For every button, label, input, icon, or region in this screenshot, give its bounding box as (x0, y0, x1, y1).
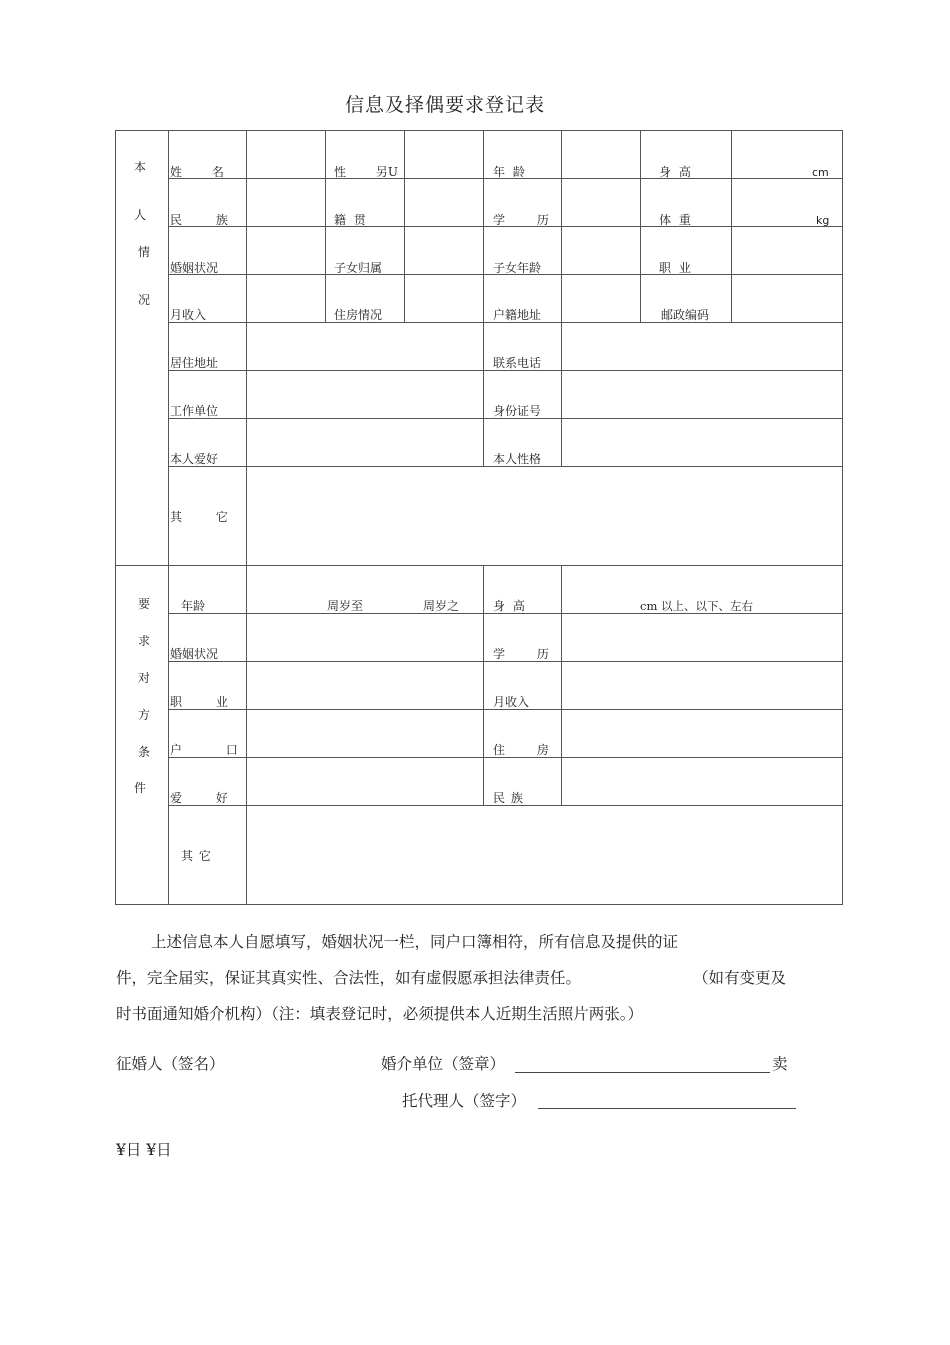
label-housing: 住房情况 (334, 308, 383, 322)
req-section-char-3: 对 (137, 671, 150, 685)
agent-signature-label: 托代理人（签字） (402, 1092, 527, 1110)
req-section-char-5: 条 (137, 745, 150, 759)
label-children: 子女归属 (334, 261, 383, 275)
req-label-marital: 婚姻状况 (170, 647, 219, 661)
req-label-hobby: 爱 好 (170, 791, 228, 805)
label-income: 月收入 (170, 308, 207, 322)
label-marital: 婚姻状况 (170, 261, 219, 275)
label-ethnicity: 民 族 (170, 213, 228, 227)
self-section-char-4: 况 (137, 293, 150, 307)
req-label-education: 学 历 (493, 647, 549, 661)
label-native-place: 籍 贯 (334, 213, 366, 227)
statement-line-3: 时书面通知婚介机构）（注：填表登记时，必须提供本人近期生活照片两张。） (116, 1005, 644, 1023)
req-section-char-4: 方 (137, 708, 150, 722)
statement-line-1: 上述信息本人自愿填写，婚姻状况一栏，同户口簿相符，所有信息及提供的证 (151, 933, 679, 951)
req-label-ethnicity: 民 族 (493, 791, 523, 805)
agency-signature-line[interactable] (515, 1072, 770, 1073)
label-age: 年 龄 (493, 165, 525, 179)
req-section-char-1: 要 (137, 597, 150, 611)
statement-line-2: 件，完全届实，保证其真实性、合法性，如有虚假愿承担法律责任。 (116, 969, 582, 987)
self-section-char-3: 情 (137, 245, 150, 259)
label-hukou-address: 户籍地址 (493, 308, 542, 322)
req-label-occupation: 职 业 (170, 695, 228, 709)
req-height-range: cm 以上、以下、左右 (640, 599, 753, 613)
label-phone: 联系电话 (493, 356, 542, 370)
self-section-char-1: 本 (133, 160, 146, 174)
label-hobby: 本人爱好 (170, 452, 219, 466)
req-label-other: 其 它 (181, 849, 211, 863)
req-label-hukou: 户 口 (170, 743, 238, 757)
agency-signature-suffix: 卖 (772, 1055, 788, 1073)
req-label-income: 月收入 (493, 695, 530, 709)
req-section-char-6: 件 (133, 781, 146, 795)
agency-signature-label: 婚介单位（签章） (381, 1055, 506, 1073)
label-occupation: 职 业 (659, 261, 691, 275)
label-employer: 工作单位 (170, 404, 219, 418)
unit-cm: cm (812, 166, 829, 179)
label-other: 其 它 (170, 510, 228, 524)
label-postal: 邮政编码 (661, 308, 710, 322)
req-section-char-2: 求 (137, 634, 150, 648)
applicant-signature-label: 征婚人（签名） (116, 1055, 225, 1073)
label-weight: 体 重 (659, 213, 691, 227)
req-age-range-end: 周岁之 (423, 599, 460, 613)
label-children-age: 子女年龄 (493, 261, 542, 275)
statement-line-2-note: （如有变更及 (693, 969, 787, 987)
form-title: 信息及择偶要求登记表 (344, 94, 545, 116)
agent-signature-line[interactable] (538, 1108, 796, 1109)
label-address: 居住地址 (170, 356, 219, 370)
label-education: 学 历 (493, 213, 549, 227)
req-label-age: 年龄 (181, 599, 206, 613)
label-personality: 本人性格 (493, 452, 542, 466)
self-section-char-2: 人 (133, 208, 146, 222)
unit-kg: kg (816, 214, 830, 227)
label-id-no: 身份证号 (493, 404, 542, 418)
date-field: ¥日 ¥日 (116, 1141, 172, 1159)
label-height: 身 高 (659, 165, 691, 179)
label-gender: 性 另U (334, 165, 398, 179)
req-label-height: 身 高 (493, 599, 525, 613)
req-age-range: 周岁至 (327, 599, 364, 613)
req-label-housing: 住 房 (493, 743, 549, 757)
label-name: 姓 名 (170, 165, 224, 179)
